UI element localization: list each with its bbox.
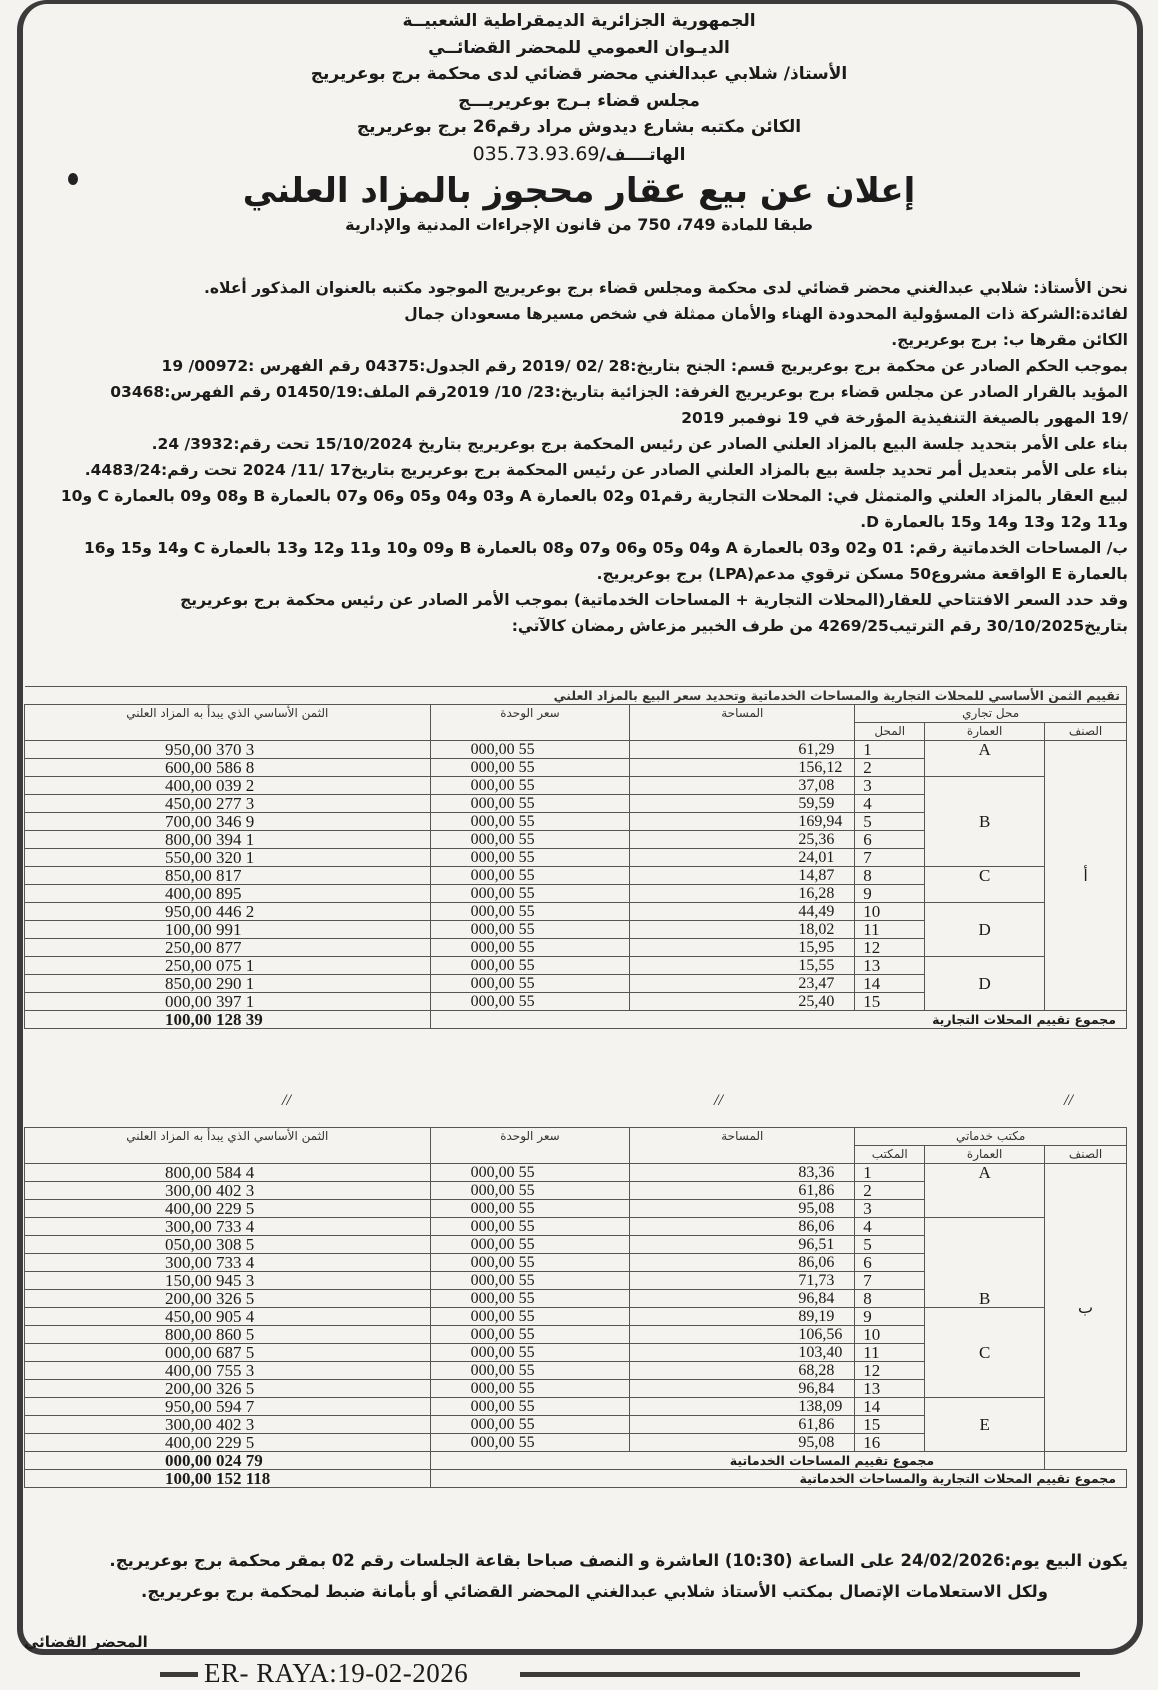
lot-cell: 6 [855, 831, 925, 849]
base-price-cell: 5 326 200,00 [25, 1380, 431, 1398]
header-council: مجلس قضاء بـرج بوعريريـــج [458, 90, 700, 111]
table-row [25, 1164, 1127, 1182]
commercial-shops-table [24, 686, 1127, 1029]
body-paragraph: لبيع العقار بالمزاد العلني والمتمثل في: المحلات التجارية رقم01 و02 بالعمارة A و03 و04 و05 و06 و07 بالعمارة B و08 و09 بالعمارة C و10 [60, 487, 1128, 505]
area-cell: 89,19 [630, 1308, 855, 1326]
total-row [25, 1011, 1127, 1029]
base-price-cell: 3 755 400,00 [25, 1362, 431, 1380]
base-price-cell: 2 446 950,00 [25, 903, 431, 921]
table-row [25, 1218, 1127, 1236]
base-price-cell: 1 320 550,00 [25, 849, 431, 867]
base-price-cell: 817 850,00 [25, 867, 431, 885]
lot-cell: 3 [855, 1200, 925, 1218]
unit-price-cell: 55 000,00 [430, 1380, 630, 1398]
unit-price-cell: 55 000,00 [430, 813, 630, 831]
lot-cell: 1 [855, 1164, 925, 1182]
base-price-cell: 4 905 450,00 [25, 1308, 431, 1326]
total-row [25, 1452, 1127, 1470]
base-price-cell: 3 370 950,00 [25, 741, 431, 759]
col-class: الصنف [1045, 1146, 1127, 1164]
lot-cell: 13 [855, 1380, 925, 1398]
base-price-cell: 3 402 300,00 [25, 1182, 431, 1200]
unit-price-cell: 55 000,00 [430, 1308, 630, 1326]
base-price-cell: 991 100,00 [25, 921, 431, 939]
base-price-cell: 1 075 250,00 [25, 957, 431, 975]
base-price-cell: 3 277 450,00 [25, 795, 431, 813]
lot-cell: 10 [855, 903, 925, 921]
building-cell: E [925, 1398, 1045, 1452]
class-cell: ب [1045, 1164, 1127, 1452]
area-cell: 59,59 [630, 795, 855, 813]
col-unit: المحل [855, 723, 925, 741]
building-cell: C [925, 1308, 1045, 1398]
table-row [25, 957, 1127, 975]
lot-cell: 14 [855, 975, 925, 993]
lot-cell: 12 [855, 1362, 925, 1380]
lot-cell: 11 [855, 1344, 925, 1362]
unit-price-cell: 55 000,00 [430, 849, 630, 867]
base-price-cell: 3 945 150,00 [25, 1272, 431, 1290]
lot-cell: 15 [855, 1416, 925, 1434]
table-row [25, 1398, 1127, 1416]
header-office: الديـوان العمومي للمحضر القضائــي [428, 37, 730, 58]
col-unit-price: سعر الوحدة [430, 1128, 630, 1164]
base-price-cell: 877 250,00 [25, 939, 431, 957]
unit-price-cell: 55 000,00 [430, 1164, 630, 1182]
lot-cell: 9 [855, 885, 925, 903]
unit-price-cell: 55 000,00 [430, 1200, 630, 1218]
lot-cell: 6 [855, 1254, 925, 1272]
col-base-price: الثمن الأساسي الذي يبدأ به المزاد العلني [25, 1128, 431, 1164]
unit-price-cell: 55 000,00 [430, 1272, 630, 1290]
unit-price-cell: 55 000,00 [430, 1218, 630, 1236]
header-phone [0, 141, 1158, 169]
base-price-cell: 5 687 000,00 [25, 1344, 431, 1362]
unit-price-cell: 55 000,00 [430, 957, 630, 975]
lot-cell: 11 [855, 921, 925, 939]
area-cell: 96,84 [630, 1380, 855, 1398]
ditto-mark: // [1064, 1092, 1073, 1109]
notice-body [24, 275, 1128, 639]
area-cell: 61,86 [630, 1416, 855, 1434]
lot-cell: 3 [855, 777, 925, 795]
lot-cell: 7 [855, 1272, 925, 1290]
area-cell: 68,28 [630, 1362, 855, 1380]
unit-price-cell: 55 000,00 [430, 1398, 630, 1416]
base-price-cell: 9 346 700,00 [25, 813, 431, 831]
base-price-cell: 2 039 400,00 [25, 777, 431, 795]
group-header: مكتب خدماتي [855, 1128, 1127, 1146]
table-caption: تقييم الثمن الأساسي للمحلات التجارية والمساحات الخدماتية وتحديد سعر البيع بالمزاد العلني [25, 687, 1127, 705]
grand-total-row [25, 1470, 1127, 1488]
area-cell: 15,95 [630, 939, 855, 957]
table-row [25, 777, 1127, 795]
area-cell: 61,29 [630, 741, 855, 759]
col-unit-price: سعر الوحدة [430, 705, 630, 741]
area-cell: 61,86 [630, 1182, 855, 1200]
lot-cell: 7 [855, 849, 925, 867]
building-cell: D [925, 903, 1045, 957]
base-price-cell: 4 733 300,00 [25, 1218, 431, 1236]
lot-cell: 12 [855, 939, 925, 957]
unit-price-cell: 55 000,00 [430, 1326, 630, 1344]
publication-stamp: ER- RAYA:19-02-2026 [198, 1658, 474, 1689]
lot-cell: 8 [855, 867, 925, 885]
body-paragraph: بتاريخ30/10/2025 رقم الترتيب4269/25 من طرف الخبير مزعاش رمضان كالآتي: [511, 617, 1128, 635]
table-row [25, 867, 1127, 885]
area-cell: 96,84 [630, 1290, 855, 1308]
area-cell: 25,36 [630, 831, 855, 849]
col-area: المساحة [630, 1128, 855, 1164]
body-paragraph: المؤيد بالقرار الصادر عن مجلس قضاء برج بوعريريج الغرفة: الجزائية بتاريخ:23/ 10/ 2019رقم الملف:01450/19 رقم الفهرس:03468 [110, 383, 1128, 401]
area-cell: 16,28 [630, 885, 855, 903]
unit-price-cell: 55 000,00 [430, 1290, 630, 1308]
body-paragraph: لفائدة:الشركة ذات المسؤولية المحدودة الهناء والأمان ممثلة في شخص مسيرها مسعودان جمال [404, 305, 1128, 323]
unit-price-cell: 55 000,00 [430, 1362, 630, 1380]
area-cell: 169,94 [630, 813, 855, 831]
total-label: مجموع تقييم المحلات التجارية [430, 1011, 1126, 1029]
base-price-cell: 5 229 400,00 [25, 1200, 431, 1218]
lot-cell: 9 [855, 1308, 925, 1326]
body-paragraph: بموجب الحكم الصادر عن محكمة برج بوعريريج قسم: الجنح بتاريخ:28 /02 /2019 رقم الجدول:04375 رقم الفهرس :00972/ 19 [161, 357, 1128, 375]
base-price-cell: 4 584 800,00 [25, 1164, 431, 1182]
unit-price-cell: 55 000,00 [430, 1344, 630, 1362]
col-base-price: الثمن الأساسي الذي يبدأ به المزاد العلني [25, 705, 431, 741]
lot-cell: 4 [855, 1218, 925, 1236]
contact-line: ولكل الاستعلامات الإتصال بمكتب الأستاذ شلابي عبدالغني المحضر القضائي أو بأمانة ضبط لمحكمة برج بوعريريج. [141, 1582, 1048, 1601]
publication-ref [0, 1660, 1158, 1690]
area-cell: 106,56 [630, 1326, 855, 1344]
lot-cell: 5 [855, 813, 925, 831]
body-paragraph: /19 المهور بالصيغة التنفيذية المؤرخة في 19 نوفمبر 2019 [681, 409, 1128, 427]
notice-header [0, 8, 1158, 236]
sale-date-line: يكون البيع يوم:24/02/2026 على الساعة (10:30) العاشرة و النصف صباحا بقاعة الجلسات رقم 02 بمقر محكمة برج بوعريريج. [109, 1551, 1128, 1570]
base-price-cell: 1 397 000,00 [25, 993, 431, 1011]
base-price-cell: 4 733 300,00 [25, 1254, 431, 1272]
building-cell: D [925, 957, 1045, 1011]
notice-subtitle: طبقا للمادة 749، 750 من قانون الإجراءات المدنية والإدارية [345, 215, 813, 234]
body-paragraph: نحن الأستاذ: شلابي عبدالغني محضر قضائي لدى محكمة ومجلس قضاء برج بوعريريج الموجود مكتبه بالعنوان المذكور أعلاه. [204, 279, 1128, 297]
rule-right [520, 1672, 1080, 1677]
area-cell: 96,51 [630, 1236, 855, 1254]
base-price-cell: 5 326 200,00 [25, 1290, 431, 1308]
rule-left [160, 1672, 200, 1677]
area-cell: 156,12 [630, 759, 855, 777]
ditto-marks [24, 1092, 1127, 1112]
area-cell: 71,73 [630, 1272, 855, 1290]
base-price-cell: 5 860 800,00 [25, 1326, 431, 1344]
base-price-cell: 3 402 300,00 [25, 1416, 431, 1434]
base-price-cell: 8 586 600,00 [25, 759, 431, 777]
class-cell: أ [1045, 741, 1127, 1011]
body-paragraph: ب/ المساحات الخدماتية رقم: 01 و02 و03 بالعمارة A و04 و05 و06 و07 و08 بالعمارة B و09 و10 و11 و12 و13 بالعمارة C و14 و15 و16 [84, 539, 1128, 557]
lot-cell: 5 [855, 1236, 925, 1254]
area-cell: 24,01 [630, 849, 855, 867]
table-row [25, 1308, 1127, 1326]
lot-cell: 2 [855, 1182, 925, 1200]
total-label: مجموع تقييم المساحات الخدماتية [430, 1452, 1045, 1470]
base-price-cell: 895 400,00 [25, 885, 431, 903]
unit-price-cell: 55 000,00 [430, 1236, 630, 1254]
body-paragraph: وقد حدد السعر الافتتاحي للعقار(المحلات التجارية + المساحات الخدماتية) بموجب الأمر الصادر عن رئيس محكمة برج بوعريريج [180, 591, 1128, 609]
lot-cell: 10 [855, 1326, 925, 1344]
unit-price-cell: 55 000,00 [430, 831, 630, 849]
table-row [25, 903, 1127, 921]
area-cell: 86,06 [630, 1254, 855, 1272]
building-cell: A [925, 741, 1045, 777]
total-label: مجموع تقييم المحلات التجارية والمساحات الخدماتية [430, 1470, 1126, 1488]
unit-price-cell: 55 000,00 [430, 1416, 630, 1434]
lot-cell: 4 [855, 795, 925, 813]
total-value: 118 152 100,00 [25, 1470, 431, 1488]
base-price-cell: 5 308 050,00 [25, 1236, 431, 1254]
area-cell: 25,40 [630, 993, 855, 1011]
lot-cell: 16 [855, 1434, 925, 1452]
col-area: المساحة [630, 705, 855, 741]
unit-price-cell: 55 000,00 [430, 1434, 630, 1452]
col-building: العمارة [925, 723, 1045, 741]
area-cell: 86,06 [630, 1218, 855, 1236]
table-row [25, 741, 1127, 759]
phone-number: 035.73.93.69 [472, 142, 600, 165]
base-price-cell: 7 594 950,00 [25, 1398, 431, 1416]
phone-label: الهاتــــف/ [599, 144, 686, 165]
area-cell: 18,02 [630, 921, 855, 939]
lot-cell: 14 [855, 1398, 925, 1416]
area-cell: 15,55 [630, 957, 855, 975]
unit-price-cell: 55 000,00 [430, 939, 630, 957]
ditto-mark: // [714, 1092, 723, 1109]
unit-price-cell: 55 000,00 [430, 1182, 630, 1200]
header-bailiff: الأستاذ/ شلابي عبدالغني محضر قضائي لدى محكمة برج بوعريريج [310, 64, 848, 84]
area-cell: 37,08 [630, 777, 855, 795]
unit-price-cell: 55 000,00 [430, 975, 630, 993]
col-building: العمارة [925, 1146, 1045, 1164]
col-class: الصنف [1045, 723, 1127, 741]
ditto-mark: // [282, 1092, 291, 1109]
service-offices-table [24, 1127, 1127, 1488]
header-address: الكائن مكتبه بشارع ديدوش مراد رقم26 برج بوعريريج [356, 117, 802, 137]
unit-price-cell: 55 000,00 [430, 777, 630, 795]
body-paragraph: بالعمارة E الواقعة مشروع50 مسكن ترقوي مدعم(LPA) برج بوعريريج. [596, 565, 1128, 583]
building-cell: B [925, 1218, 1045, 1308]
base-price-cell: 1 290 850,00 [25, 975, 431, 993]
notice-title: إعلان عن بيع عقار محجوز بالمزاد العلني [242, 171, 916, 211]
area-cell: 23,47 [630, 975, 855, 993]
building-cell: A [925, 1164, 1045, 1218]
building-cell: B [925, 777, 1045, 867]
area-cell: 83,36 [630, 1164, 855, 1182]
total-value: 39 128 100,00 [25, 1011, 431, 1029]
lot-cell: 1 [855, 741, 925, 759]
area-cell: 95,08 [630, 1200, 855, 1218]
notice-footer [30, 1545, 1128, 1607]
body-paragraph: الكائن مقرها ب: برج بوعريريج. [891, 331, 1128, 349]
unit-price-cell: 55 000,00 [430, 795, 630, 813]
body-paragraph: بناء على الأمر بتحديد جلسة البيع بالمزاد العلني الصادر عن رئيس المحكمة برج بوعريريج بتاريخ 15/10/2024 تحت رقم:3932/ 24. [151, 435, 1128, 453]
header-republic: الجمهورية الجزائرية الديمقراطية الشعبيــة [402, 11, 756, 31]
area-cell: 14,87 [630, 867, 855, 885]
unit-price-cell: 55 000,00 [430, 759, 630, 777]
body-paragraph: و11 و12 و13 و14 و15 بالعمارة D. [860, 513, 1128, 531]
building-cell: C [925, 867, 1045, 903]
unit-price-cell: 55 000,00 [430, 993, 630, 1011]
unit-price-cell: 55 000,00 [430, 741, 630, 759]
area-cell: 44,49 [630, 903, 855, 921]
unit-price-cell: 55 000,00 [430, 885, 630, 903]
total-value: 79 024 000,00 [25, 1452, 431, 1470]
lot-cell: 8 [855, 1290, 925, 1308]
base-price-cell: 1 394 800,00 [25, 831, 431, 849]
area-cell: 103,40 [630, 1344, 855, 1362]
unit-price-cell: 55 000,00 [430, 1254, 630, 1272]
area-cell: 95,08 [630, 1434, 855, 1452]
area-cell: 138,09 [630, 1398, 855, 1416]
base-price-cell: 5 229 400,00 [25, 1434, 431, 1452]
unit-price-cell: 55 000,00 [430, 921, 630, 939]
unit-price-cell: 55 000,00 [430, 903, 630, 921]
col-unit: المكتب [855, 1146, 925, 1164]
lot-cell: 13 [855, 957, 925, 975]
lot-cell: 2 [855, 759, 925, 777]
group-header: محل تجاري [855, 705, 1127, 723]
lot-cell: 15 [855, 993, 925, 1011]
unit-price-cell: 55 000,00 [430, 867, 630, 885]
signature: المحضر القضائي [24, 1633, 148, 1651]
body-paragraph: بناء على الأمر بتعديل أمر تحديد جلسة بيع بالمزاد العلني الصادر عن رئيس المحكمة برج بوعريريج بتاريخ17 /11/ 2024 تحت رقم:4483/24. [84, 461, 1128, 479]
